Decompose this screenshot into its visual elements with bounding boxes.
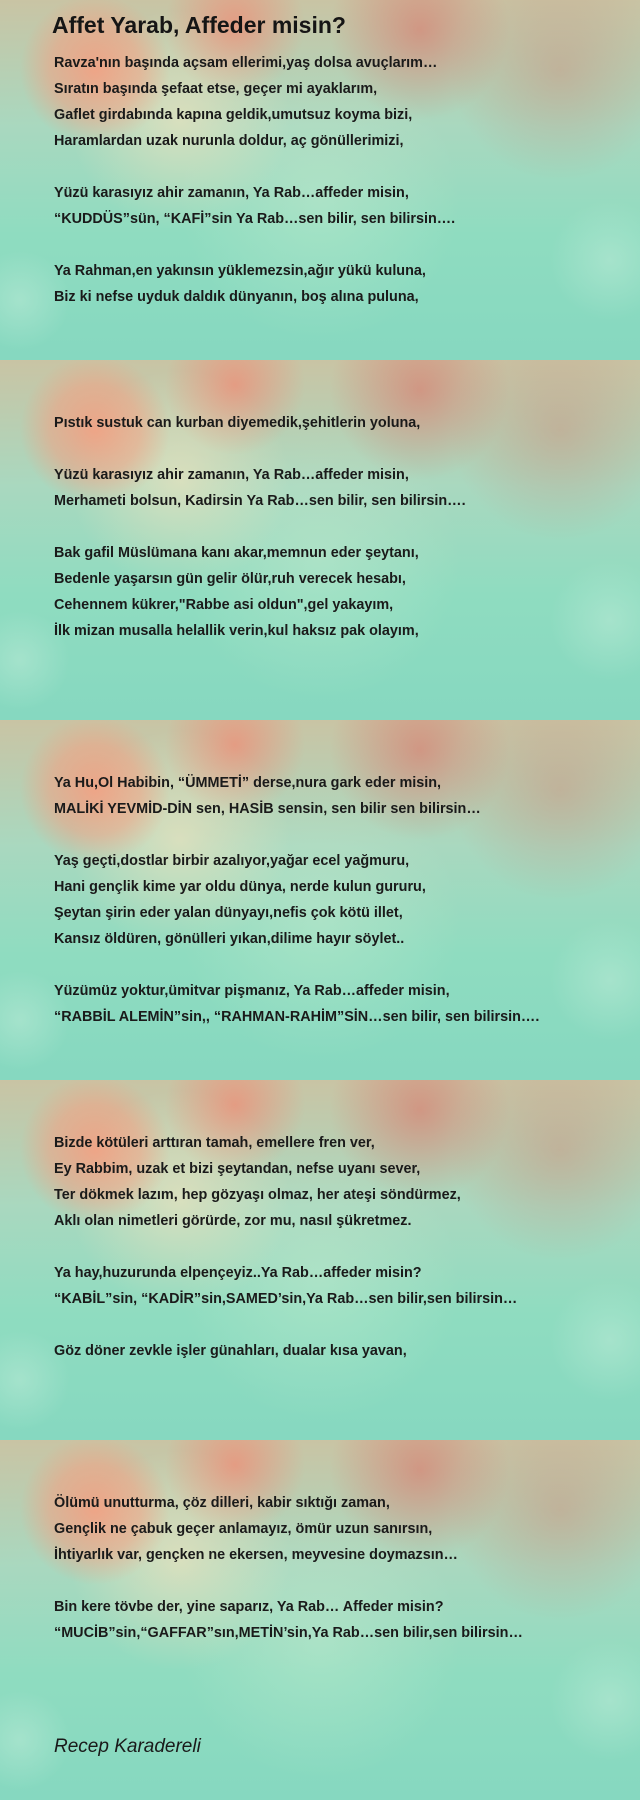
stanza-gap	[54, 1312, 517, 1338]
poem-line: Haramlardan uzak nurunla doldur, aç gönüllerimizi,	[54, 133, 404, 149]
poem-line: Kansız öldüren, gönülleri yıkan,dilime hayır söylet..	[54, 931, 405, 947]
poem-line: Ya hay,huzurunda elpençeyiz..Ya Rab…affeder misin?	[54, 1265, 422, 1281]
poem-line: Bedenle yaşarsın gün gelir ölür,ruh verecek hesabı,	[54, 571, 406, 587]
poem-line: Ter dökmek lazım, hep gözyaşı olmaz, her ateşi söndürmez,	[54, 1187, 461, 1203]
poem-line: “KUDDÜS”sün, “KAFİ”sin Ya Rab…sen bilir, sen bilirsin….	[54, 211, 456, 227]
poem-line: Yüzü karasıyız ahir zamanın, Ya Rab…affeder misin,	[54, 467, 409, 483]
poem-line: Bizde kötüleri arttıran tamah, emellere fren ver,	[54, 1135, 375, 1151]
poem-line: Pıstık sustuk can kurban diyemedik,şehitlerin yoluna,	[54, 415, 421, 431]
stanza-gap	[54, 822, 539, 848]
stanza-gap	[54, 952, 539, 978]
poem-line: Yüzümüz yoktur,ümitvar pişmanız, Ya Rab…affeder misin,	[54, 983, 450, 999]
stanza-gap	[54, 154, 455, 180]
poem-line: Ravza'nın başında açsam ellerimi,yaş dolsa avuçlarım…	[54, 55, 438, 71]
poem-stanza-block	[54, 410, 466, 644]
poem-line: İlk mizan musalla helallik verin,kul haksız pak olayım,	[54, 623, 419, 639]
poem-panel-5	[0, 1440, 640, 1800]
stanza-gap	[54, 514, 466, 540]
poem-line: Merhameti bolsun, Kadirsin Ya Rab…sen bilir, sen bilirsin….	[54, 493, 466, 509]
poem-line: Biz ki nefse uyduk daldık dünyanın, boş alına puluna,	[54, 289, 419, 305]
poem-line: “KABİL”sin, “KADİR”sin,SAMED’sin,Ya Rab…sen bilir,sen bilirsin…	[54, 1291, 518, 1307]
poem-line: MALİKİ YEVMİD-DİN sen, HASİB sensin, sen bilir sen bilirsin…	[54, 801, 481, 817]
poem-line: Bak gafil Müslümana kanı akar,memnun eder şeytanı,	[54, 545, 419, 561]
poem-line: Aklı olan nimetleri görürde, zor mu, nasıl şükretmez.	[54, 1213, 412, 1229]
poem-stanza-block	[54, 1130, 517, 1364]
poem-line: Ey Rabbim, uzak et bizi şeytandan, nefse uyanı sever,	[54, 1161, 421, 1177]
poem-line: Cehennem kükrer,"Rabbe asi oldun",gel yakayım,	[54, 597, 394, 613]
stanza-gap	[54, 436, 466, 462]
poem-line: Göz döner zevkle işler günahları, dualar kısa yavan,	[54, 1343, 407, 1359]
poem-author: Recep Karadereli	[54, 1736, 201, 1757]
poem-line: Şeytan şirin eder yalan dünyayı,nefis çok kötü illet,	[54, 905, 403, 921]
poem-line: Yaş geçti,dostlar birbir azalıyor,yağar ecel yağmuru,	[54, 853, 410, 869]
poem-line: Gaflet girdabında kapına geldik,umutsuz koyma bizi,	[54, 107, 413, 123]
poem-panel-1	[0, 0, 640, 360]
poem-stanza-block	[54, 50, 455, 310]
poem-line: “MUCİB”sin,“GAFFAR”sın,METİN’sin,Ya Rab…sen bilir,sen bilirsin…	[54, 1625, 523, 1641]
stanza-gap	[54, 1234, 517, 1260]
poem-line: Ya Rahman,en yakınsın yüklemezsin,ağır yükü kuluna,	[54, 263, 426, 279]
poem-line: Hani gençlik kime yar oldu dünya, nerde kulun gururu,	[54, 879, 426, 895]
poem-line: Ya Hu,Ol Habibin, “ÜMMETİ” derse,nura gark eder misin,	[54, 775, 442, 791]
stanza-gap	[54, 232, 455, 258]
poem-line: Yüzü karasıyız ahir zamanın, Ya Rab…affeder misin,	[54, 185, 409, 201]
poem-line: Gençlik ne çabuk geçer anlamayız, ömür uzun sanırsın,	[54, 1521, 433, 1537]
poem-panel-4	[0, 1080, 640, 1440]
poem-stanza-block	[54, 1490, 523, 1646]
poem-panel-2	[0, 360, 640, 720]
poem-stanza-block	[54, 770, 539, 1030]
stanza-gap	[54, 1568, 523, 1594]
poem-line: Ölümü unutturma, çöz dilleri, kabir sıktığı zaman,	[54, 1495, 390, 1511]
poem-line: İhtiyarlık var, gençken ne ekersen, meyvesine doymazsın…	[54, 1547, 458, 1563]
poem-line: Sıratın başında şefaat etse, geçer mi ayaklarım,	[54, 81, 378, 97]
poem-panel-3	[0, 720, 640, 1080]
poem-line: “RABBİL ALEMİN”sin,, “RAHMAN-RAHİM”SİN…sen bilir, sen bilirsin….	[54, 1009, 540, 1025]
poem-title: Affet Yarab, Affeder misin?	[52, 12, 346, 38]
poem-line: Bin kere tövbe der, yine saparız, Ya Rab… Affeder misin?	[54, 1599, 444, 1615]
